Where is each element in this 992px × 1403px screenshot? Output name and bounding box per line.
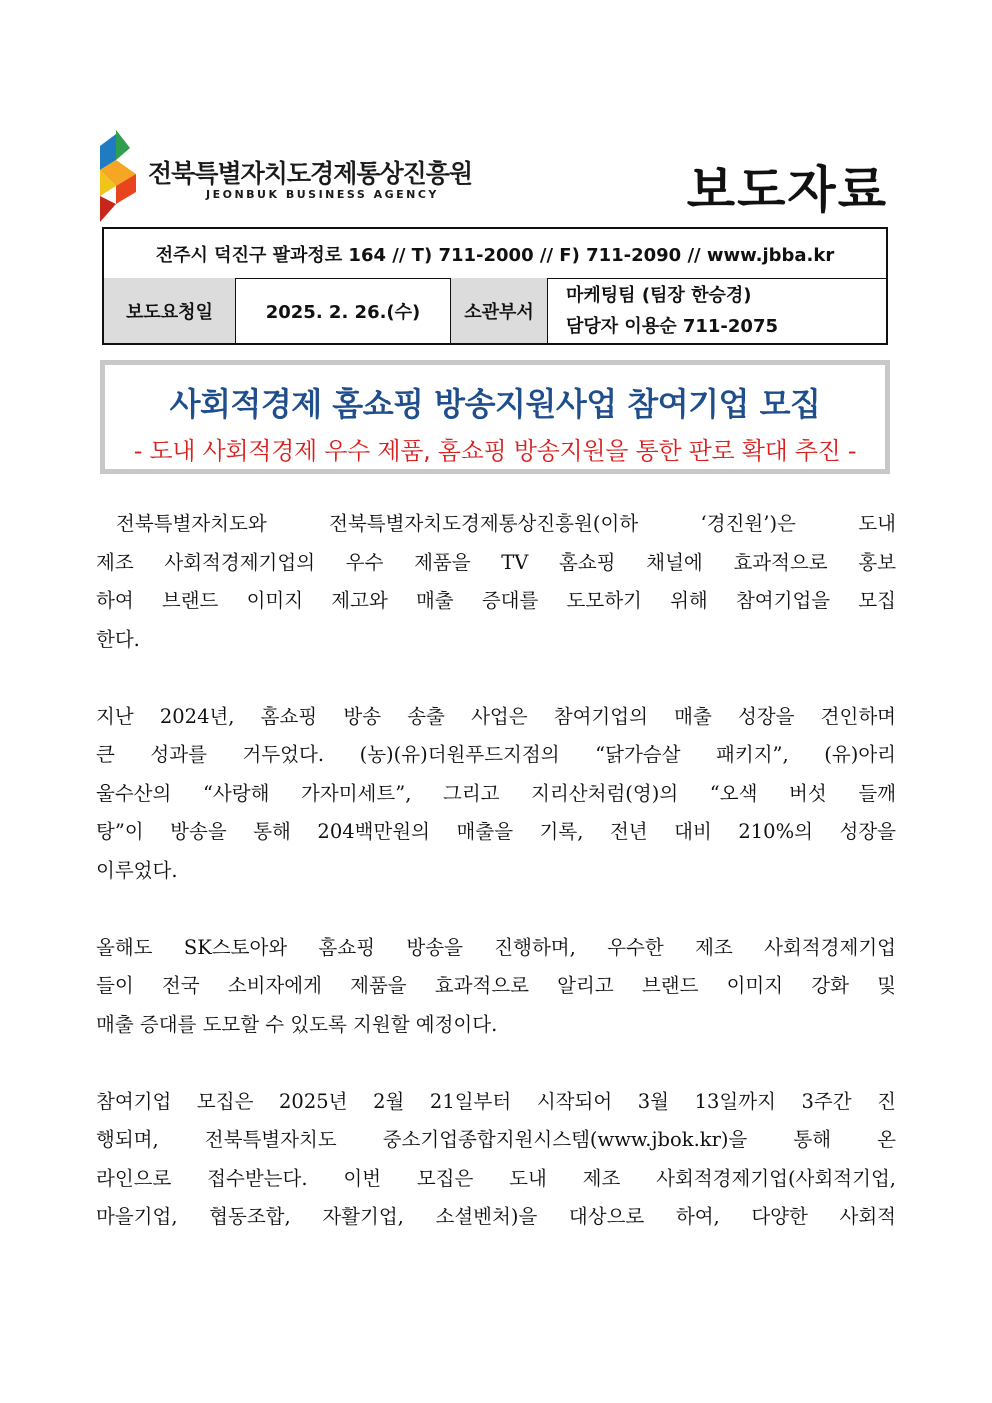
paragraph-line: 참여기업 모집은 2025년 2월 21일부터 시작되어 3월 13일까지 3주간 진 (96, 1089, 896, 1113)
date-value: 2025. 2. 26.(수) (236, 278, 451, 343)
paragraph-line: 올해도 SK스토아와 홈쇼핑 방송을 진행하며, 우수한 제조 사회적경제기업 (96, 935, 896, 959)
agency-logo-mark (96, 130, 142, 222)
paragraph-line: 이루었다. (96, 858, 178, 882)
dept-team: 마케팅팀 (팀장 한승경) (566, 284, 752, 306)
dept-label: 소관부서 (451, 278, 548, 343)
info-table (102, 227, 888, 345)
date-label: 보도요청일 (104, 278, 236, 343)
paragraph-gap (96, 890, 896, 929)
paragraph-line: 탕”이 방송을 통해 204백만원의 매출을 기록, 전년 대비 210%의 성장을 (96, 820, 896, 843)
article-body (96, 505, 896, 1237)
subheadline: - 도내 사회적경제 우수 제품, 홈쇼핑 방송지원을 통한 판로 확대 추진 - (133, 437, 857, 465)
paragraph-line: 한다. (96, 627, 140, 651)
paragraph-gap (96, 659, 896, 698)
contact-line: 전주시 덕진구 팔과정로 164 // T) 711-2000 // F) 711-2090 // www.jbba.kr (104, 229, 886, 279)
headline: 사회적경제 홈쇼핑 방송지원사업 참여기업 모집 (169, 385, 821, 423)
paragraph-gap (96, 1044, 896, 1083)
paragraph-line: 지난 2024년, 홈쇼핑 방송 송출 사업은 참여기업의 매출 성장을 견인하며 (96, 704, 896, 728)
org-name-english: JEONBUK BUSINESS AGENCY (206, 188, 439, 201)
paragraph-line: 울수산의 “사랑해 가자미세트”, 그리고 지리산처럼(영)의 “오색 버섯 들깨 (96, 781, 896, 805)
paragraph-line: 행되며, 전북특별자치도 중소기업종합지원시스템(www.jbok.kr)을 통해 온 (96, 1128, 896, 1151)
dept-value (548, 278, 886, 343)
paragraph-line: 제조 사회적경제기업의 우수 제품을 TV 홈쇼핑 채널에 효과적으로 홍보 (96, 550, 896, 574)
org-name-korean: 전북특별자치도경제통상진흥원 (148, 159, 473, 188)
paragraph-line: 매출 증대를 도모할 수 있도록 지원할 예정이다. (96, 1012, 498, 1036)
paragraph-line: 라인으로 접수받는다. 이번 모집은 도내 제조 사회적경제기업(사회적기업, (96, 1166, 896, 1190)
paragraph (96, 505, 896, 659)
paragraph-line: 큰 성과를 거두었다. (농)(유)더원푸드지점의 “닭가슴살 패키지”, (유)아리 (96, 743, 896, 766)
paragraph (96, 1083, 896, 1237)
headline-box (100, 360, 890, 474)
paragraph-line: 전북특별자치도와 전북특별자치도경제통상진흥원(이하 ‘경진원’)은 도내 (116, 512, 896, 535)
document-type-title: 보도자료 (686, 161, 888, 219)
dept-person: 담당자 이용순 711-2075 (566, 315, 779, 337)
paragraph-line: 들이 전국 소비자에게 제품을 효과적으로 알리고 브랜드 이미지 강화 및 (96, 974, 896, 997)
paragraph (96, 698, 896, 891)
paragraph-line: 하여 브랜드 이미지 제고와 매출 증대를 도모하기 위해 참여기업을 모집 (96, 589, 896, 612)
paragraph (96, 929, 896, 1045)
paragraph-line: 마을기업, 협동조합, 자활기업, 소셜벤처)을 대상으로 하여, 다양한 사회적 (96, 1205, 896, 1228)
agency-logo (96, 130, 476, 222)
